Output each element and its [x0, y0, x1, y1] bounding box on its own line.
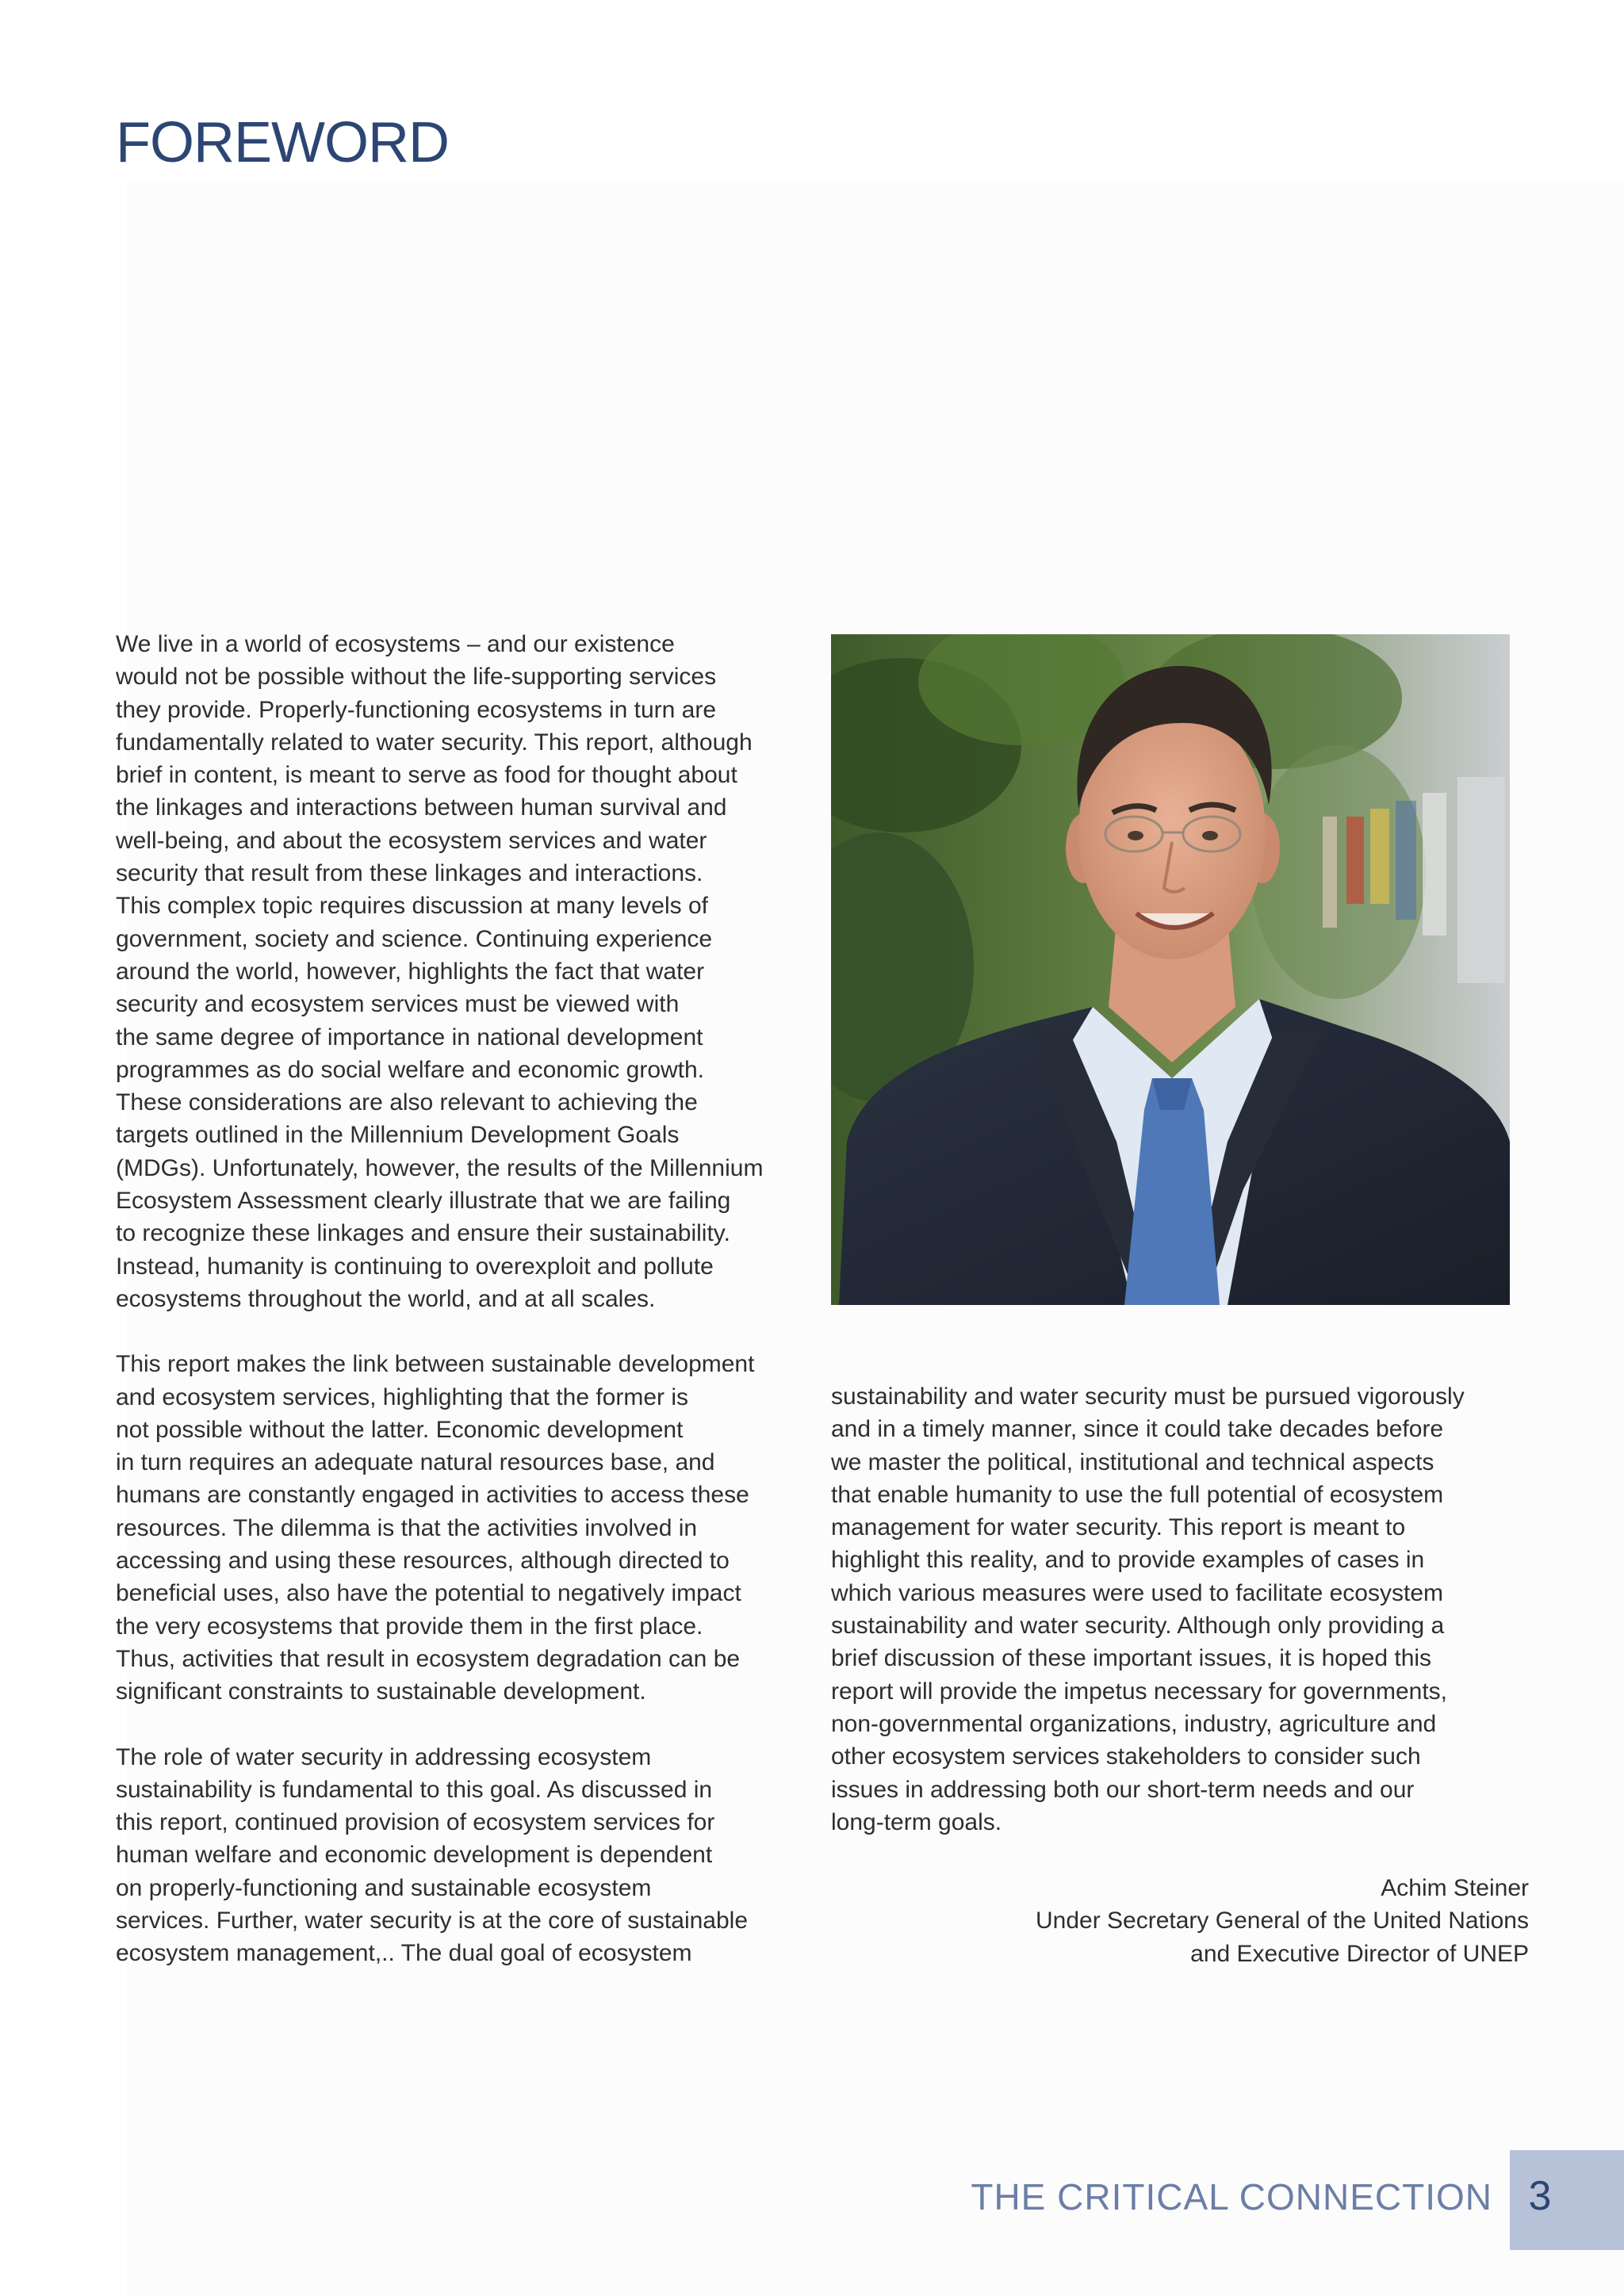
page-title: FOREWORD [116, 111, 449, 174]
body-paragraph: sustainability and water security must be pursued vigorously and in a timely manner, since it could take decades before we master the political, institutional and technical aspects that enable humanity to use the full potential of ecosystem management for water security. This report is meant to highlight this reality, and to provide examples of cases in which various measures were used to facilitate ecosystem sustainability and water security. Although only providing a brief discussion of these important issues, it is hoped this report will provide the impetus necessary for governments, non-governmental organizations, industry, agriculture and other ecosystem services stakeholders to consider such issues in addressing both our short-term needs and our long-term goals. [831, 1383, 1465, 1835]
body-paragraph: This report makes the link between sustainable development and ecosystem services, highlighting that the former is not possible without the latter. Economic development in turn requires an adequate natural resources base, and humans are constantly engaged in activities to access these resources. The dilemma is that the activities involved in accessing and using these resources, although directed to beneficial uses, also have the potential to negatively impact the very ecosystems that provide them in the first place. Thus, activities that result in ecosystem degradation can be significant constraints to sustainable development. [116, 1351, 755, 1705]
portrait-illustration [831, 634, 1510, 1305]
page-footer [0, 2150, 1624, 2250]
publication-title: THE CRITICAL CONNECTION [971, 2176, 1492, 2218]
page-number: 3 [1528, 2173, 1552, 2219]
signature-block: Achim Steiner Under Secretary General of the United Nations and Executive Director of UNEP [1036, 1875, 1529, 1967]
body-paragraph: We live in a world of ecosystems – and our existence would not be possible without the life-supporting services they provide. Properly-functioning ecosystems in turn are fundamentally related to water security. This report, although brief in content, is meant to serve as food for thought about the linkages and interactions between human survival and well-being, and about the ecosystem services and water security that result from these linkages and interactions. This complex topic requires discussion at many levels of government, society and science. Continuing experience around the world, however, highlights the fact that water security and ecosystem services must be viewed with the same degree of importance in national development programmes as do social welfare and economic growth. These considerations are also relevant to achieving the targets outlined in the Millennium Development Goals (MDGs). Unfortunately, however, the results of the Millennium Ecosystem Assessment clearly illustrate that we are failing to recognize these linkages and ensure their sustainability. Instead, humanity is continuing to overexploit and pollute ecosystems throughout the world, and at all scales. [116, 631, 764, 1312]
portrait-photo [831, 634, 1510, 1305]
page-number-box [1510, 2150, 1624, 2250]
right-column [831, 1380, 1529, 1970]
left-column [116, 628, 814, 1970]
body-paragraph: The role of water security in addressing ecosystem sustainability is fundamental to this goal. As discussed in this report, continued provision of ecosystem services for human welfare and economic development is dependent on properly-functioning and sustainable ecosystem services. Further, water security is at the core of sustainable ecosystem management,.. The dual goal of ecosystem [116, 1743, 749, 1967]
